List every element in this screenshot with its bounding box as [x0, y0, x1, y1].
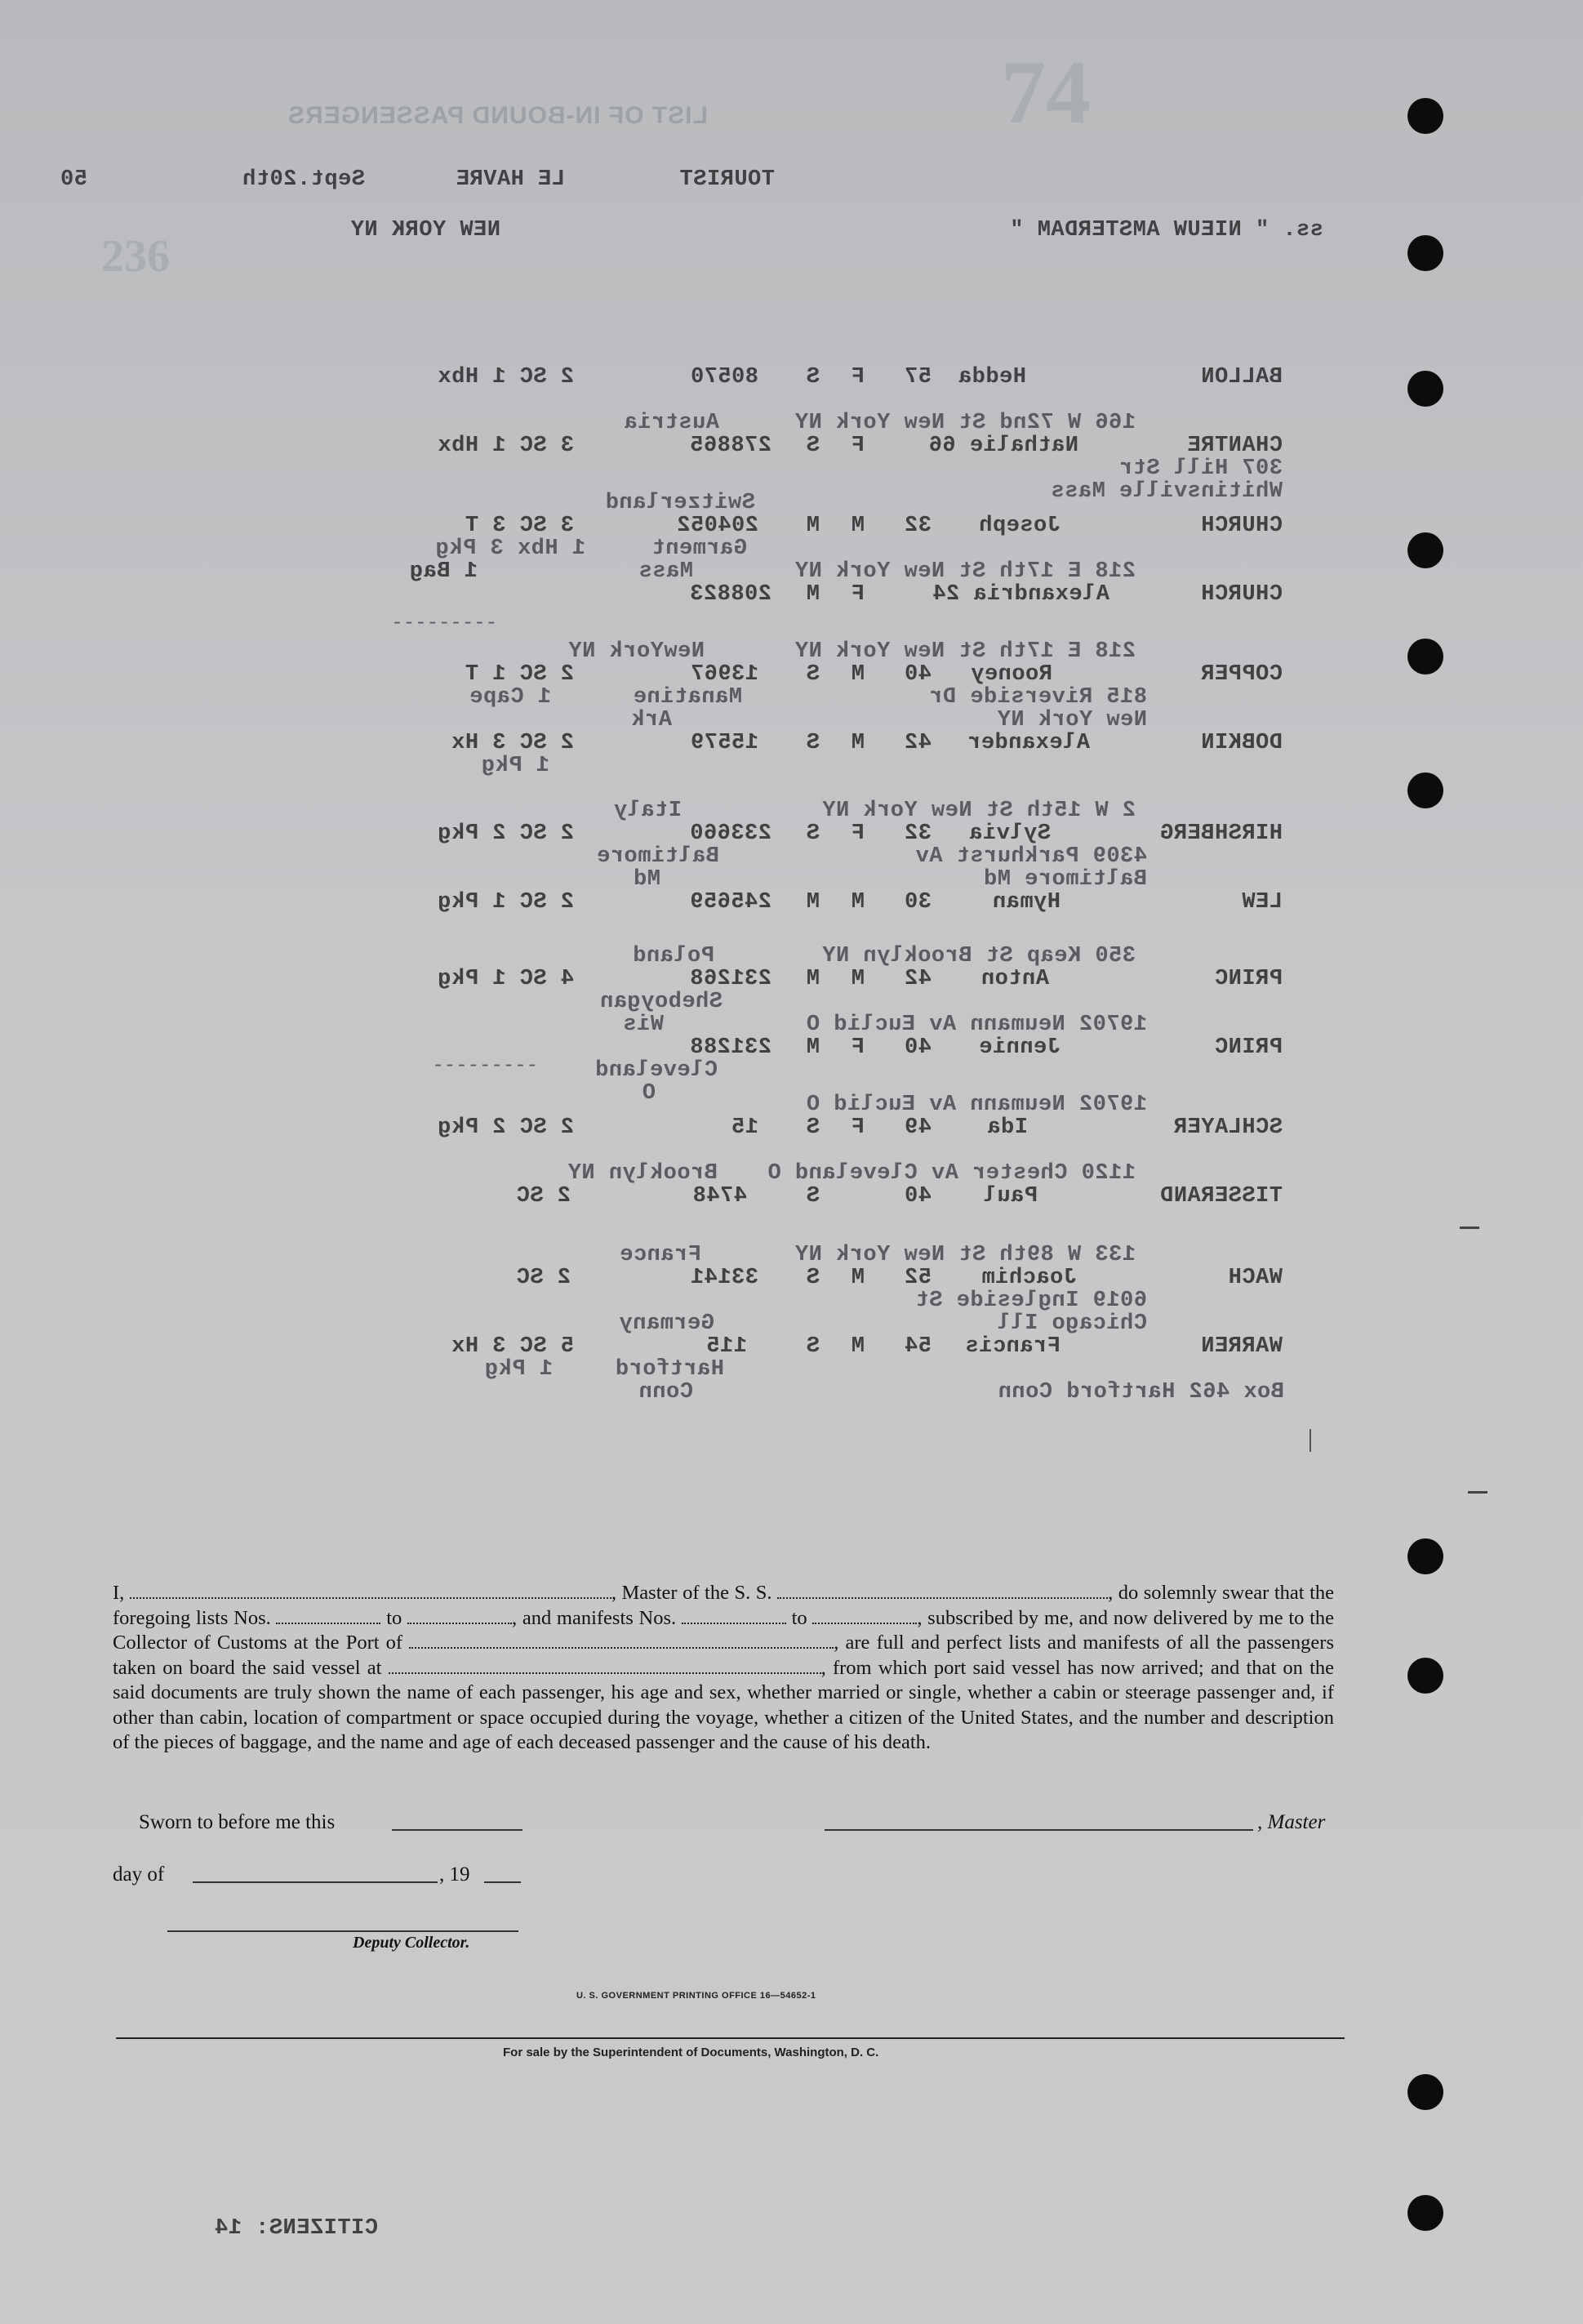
entry-ticket: 245659 — [689, 890, 771, 915]
entry-ticket: 33141 — [690, 1266, 758, 1290]
list-to-blank[interactable] — [407, 1608, 512, 1624]
entry-address: 19702 Neumann Av Euclid O — [806, 1093, 1147, 1117]
entry-ticket: 13967 — [690, 662, 758, 687]
master-signature-blank[interactable] — [825, 1829, 1253, 1831]
entry-baggage: 5 SC 3 Hx — [451, 1334, 574, 1359]
entry-surname: PRINC — [1214, 967, 1283, 991]
entry-sex: F — [851, 1035, 865, 1060]
entry-baggage: 3 SC 1 Hbx — [437, 434, 574, 458]
entry-destination: Sheboygan — [599, 990, 723, 1014]
entry-address: 218 E 17th St New York NY — [794, 639, 1136, 664]
row-separator: --------- — [391, 612, 497, 634]
entry-ms: S — [806, 731, 820, 755]
oath-text: , subscribed by me, and now delivered by me to the Collector of Customs at the Port of — [113, 1606, 1335, 1654]
entry-given: Ida — [986, 1115, 1028, 1140]
entry-baggage: 2 SC 1 Pkg — [437, 890, 574, 915]
entry-sex: F — [851, 821, 865, 846]
entry-address: Baltimore Md — [983, 867, 1147, 892]
entry-age: 40 — [904, 1184, 932, 1209]
entry-surname: COPPER — [1200, 662, 1283, 687]
entry-ticket: 115 — [705, 1334, 747, 1359]
entry-surname: SCHLAYER — [1173, 1115, 1283, 1140]
entry-address: 6019 Ingleside St — [915, 1289, 1147, 1313]
entry-baggage-extra: 1 Cape — [469, 685, 551, 710]
sworn-label: Sworn to before me this — [139, 1811, 336, 1833]
entry-age: 42 — [904, 967, 932, 991]
entry-baggage-extra: 1 Hbx 3 Pkg — [435, 536, 585, 561]
entry-country: France — [619, 1243, 701, 1267]
entry-sex: M — [851, 1266, 865, 1290]
entry-age: 57 — [904, 365, 932, 390]
entry-ticket: 80570 — [690, 365, 758, 390]
entry-destination: Brooklyn NY — [567, 1161, 718, 1186]
header-ship: ss. " NIEUW AMSTERDAM " — [1009, 218, 1323, 243]
entry-address: 166 W 72nd St New York NY — [794, 411, 1136, 435]
entry-sex: M — [851, 890, 865, 915]
entry-ticket: 15 — [731, 1115, 758, 1140]
entry-given: Anton — [980, 967, 1049, 991]
entry-country: Switzerland — [605, 491, 755, 515]
entry-age: 40 — [904, 1035, 932, 1060]
entry-surname: CHURCH — [1200, 582, 1283, 607]
entry-baggage: 2 SC — [516, 1184, 571, 1209]
entry-address: Whitinsville Mass — [1051, 479, 1283, 504]
entry-given: Hedda — [958, 365, 1026, 390]
entry-address: 133 W 89th St New York NY — [794, 1243, 1136, 1267]
year-prefix: , 19 — [439, 1863, 470, 1885]
entry-given: Joseph — [978, 514, 1061, 538]
oath-text: , and manifests Nos. — [511, 1606, 677, 1629]
entry-ms: M — [806, 1035, 820, 1060]
entry-destination: Hartford — [615, 1357, 724, 1382]
entry-baggage: 2 SC — [516, 1266, 571, 1290]
entry-baggage: 4 SC 1 Pkg — [437, 967, 574, 991]
ghost-sheet-number: 236 — [101, 231, 170, 282]
entry-surname: DOBKIN — [1200, 731, 1283, 755]
list-from-blank[interactable] — [276, 1608, 380, 1624]
entry-ms: M — [806, 967, 820, 991]
entry-surname: PRINC — [1214, 1035, 1283, 1060]
entry-baggage: 1 Bag — [409, 559, 478, 584]
entry-surname: TISSERAND — [1159, 1184, 1283, 1209]
deputy-signature-blank[interactable] — [167, 1930, 518, 1932]
entry-ticket: 231288 — [689, 1035, 771, 1060]
entry-given: Joachim — [981, 1266, 1077, 1290]
month-blank[interactable] — [193, 1881, 438, 1883]
entry-ticket: 208823 — [689, 582, 771, 607]
entry-state: O — [642, 1081, 656, 1106]
header-page-no: 50 — [60, 167, 87, 192]
entry-address: 1120 Chester Av Cleveland O — [767, 1161, 1136, 1186]
entry-ticket: 231268 — [689, 967, 771, 991]
entry-ms: S — [806, 821, 820, 846]
day-of-label: day of — [113, 1863, 165, 1885]
entry-ticket: 233660 — [689, 821, 771, 846]
embark-port-blank[interactable] — [389, 1658, 821, 1674]
entry-baggage: 2 SC 1 Hbx — [437, 365, 574, 390]
entry-ms: S — [806, 434, 820, 458]
entry-sex: M — [851, 662, 865, 687]
entry-state: Wis — [622, 1013, 664, 1037]
entry-given: Jennie — [978, 1035, 1061, 1060]
entry-address: 307 Hill Str — [1118, 456, 1283, 481]
ghost-list-title: LIST OF IN-BOUND PASSENGERS — [287, 102, 708, 129]
entry-ms: S — [806, 1266, 820, 1290]
entry-baggage: 2 SC 1 T — [465, 662, 574, 687]
entry-sex: M — [851, 1334, 865, 1359]
master-name-blank[interactable] — [130, 1583, 611, 1599]
entry-baggage: 2 SC 2 Pkg — [437, 821, 574, 846]
oath-text: , from which port said vessel has now arrived; and that on the said documents are truly shown the name of each passenger, his age and sex, whether married or single, whether a cabin or steerage passenger and, if other than cabin, location of compartment or space occupied during the voyage, whether a citizen of the United States, and the number and description of the pieces of baggage, and the name and age of each deceased passenger and the cause of his death. — [113, 1656, 1335, 1753]
entry-baggage-extra: 1 Pkg — [484, 1357, 553, 1382]
entry-ticket: 4748 — [692, 1184, 747, 1209]
entry-destination: Cleveland — [594, 1058, 718, 1083]
entry-address: 218 E 17th St New York NY — [794, 559, 1136, 584]
entry-ms: S — [806, 1334, 820, 1359]
oath-text: , do solemnly swear that the foregoing lists Nos. — [113, 1582, 1335, 1629]
entry-age: 52 — [904, 1266, 932, 1290]
entry-ticket: 15579 — [690, 731, 758, 755]
entry-ms: M — [806, 582, 820, 607]
entry-ms: S — [806, 662, 820, 687]
entry-address: New York NY — [997, 708, 1147, 732]
entry-given: Hyman — [992, 890, 1061, 915]
entry-address: 2 W 15th St New York NY — [821, 799, 1136, 823]
entry-baggage: 2 SC 3 Hx — [451, 731, 574, 755]
entry-age: 32 — [904, 514, 932, 538]
entry-sex: M — [851, 731, 865, 755]
entry-given: Paul — [983, 1184, 1038, 1209]
entry-address: Chicago Ill — [997, 1311, 1147, 1336]
entry-destination: Baltimore — [596, 844, 719, 869]
entry-address: 350 Keap St Brooklyn NY — [821, 944, 1136, 968]
entry-age: 30 — [904, 890, 932, 915]
entry-surname: HIRSHBERG — [1159, 821, 1283, 846]
for-sale-notice: For sale by the Superintendent of Documents, Washington, D. C. — [503, 2046, 879, 2059]
entry-given: Alexandria 24 — [932, 582, 1109, 607]
entry-given: Sylvia — [968, 821, 1051, 846]
entry-occupation: Manatine — [633, 685, 742, 710]
entry-surname: WARREN — [1200, 1334, 1283, 1359]
entry-sex: F — [851, 365, 865, 390]
entry-ticket: 204052 — [676, 514, 758, 538]
sworn-date-blank[interactable] — [392, 1829, 522, 1831]
header-date: Sept.20th — [242, 167, 365, 192]
manifest-from-blank[interactable] — [682, 1608, 786, 1624]
master-oath — [113, 1581, 1334, 1756]
entry-country: Italy — [613, 799, 682, 823]
master-label: , Master — [1257, 1811, 1326, 1833]
entry-baggage: 2 SC 2 Pkg — [437, 1115, 574, 1140]
entry-baggage: 3 SC 3 T — [465, 514, 574, 538]
gpo-imprint: U. S. GOVERNMENT PRINTING OFFICE 16—54652-1 — [576, 1991, 816, 2001]
entry-ticket: 278865 — [689, 434, 771, 458]
entry-ms: S — [806, 1184, 820, 1209]
entry-surname: WACH — [1228, 1266, 1283, 1290]
oath-text: I, — [113, 1582, 125, 1604]
entry-given: Alexander — [967, 731, 1090, 755]
entry-surname: CHANTRE — [1187, 434, 1283, 458]
entry-country: Germany — [619, 1311, 714, 1336]
entry-occupation: Garment — [651, 536, 747, 561]
entry-sex: F — [851, 582, 865, 607]
oath-text: to — [791, 1606, 807, 1629]
oath-text: , Master of the S. S. — [611, 1582, 772, 1604]
entry-age: 49 — [904, 1115, 932, 1140]
row-separator: --------- — [432, 1055, 538, 1077]
citizens-count: CITIZENS: 14 — [214, 2216, 378, 2241]
entry-address: 4309 Parkhurst Av — [915, 844, 1147, 869]
entry-state: Conn — [638, 1380, 693, 1405]
year-blank[interactable] — [484, 1881, 521, 1883]
entry-age: 54 — [904, 1334, 932, 1359]
entry-state: Ark — [630, 708, 672, 732]
entry-given: Francis — [965, 1334, 1061, 1359]
footer-rule — [116, 2037, 1345, 2039]
entry-given: Nathalie 66 — [928, 434, 1078, 458]
header-port: LE HAVRE — [456, 167, 565, 192]
oath-text: to — [386, 1606, 402, 1629]
entry-state: Mass — [638, 559, 693, 584]
entry-age: 32 — [904, 821, 932, 846]
entry-age: 40 — [904, 662, 932, 687]
header-class: TOURIST — [679, 167, 775, 192]
entry-ms: M — [806, 514, 820, 538]
deputy-collector-label: Deputy Collector. — [353, 1934, 470, 1952]
entry-ms: M — [806, 890, 820, 915]
entry-country: Austria — [624, 411, 719, 435]
entry-sex: F — [851, 1115, 865, 1140]
entry-destination: NewYork NY — [567, 639, 705, 664]
entry-age: 42 — [904, 731, 932, 755]
entry-address: 815 Riverside Dr — [928, 685, 1147, 710]
header-destination: NEW YORK NY — [350, 218, 500, 243]
entry-country: Poland — [632, 944, 714, 968]
manifest-to-blank[interactable] — [812, 1608, 917, 1624]
vessel-name-blank[interactable] — [777, 1583, 1108, 1599]
entry-surname: CHURCH — [1200, 514, 1283, 538]
entry-sex: M — [851, 514, 865, 538]
oath-text: , are full and perfect lists and manifests of all the passengers taken on board the said vessel at — [113, 1632, 1335, 1679]
entry-ms: S — [806, 1115, 820, 1140]
entry-given: Rooney — [970, 662, 1052, 687]
entry-baggage-extra: 1 Pkg — [481, 754, 549, 778]
entry-ms: S — [806, 365, 820, 390]
entry-sex: F — [851, 434, 865, 458]
entry-surname: LEW — [1241, 890, 1283, 915]
entry-state: Md — [633, 867, 660, 892]
ghost-handwritten-number: 74 — [1001, 42, 1091, 142]
entry-sex: M — [851, 967, 865, 991]
entry-surname: BALLON — [1200, 365, 1283, 390]
entry-address: 19702 Neumann Av Euclid O — [806, 1013, 1147, 1037]
port-blank[interactable] — [409, 1632, 834, 1649]
entry-address: Box 462 Hartford Conn — [998, 1380, 1284, 1405]
